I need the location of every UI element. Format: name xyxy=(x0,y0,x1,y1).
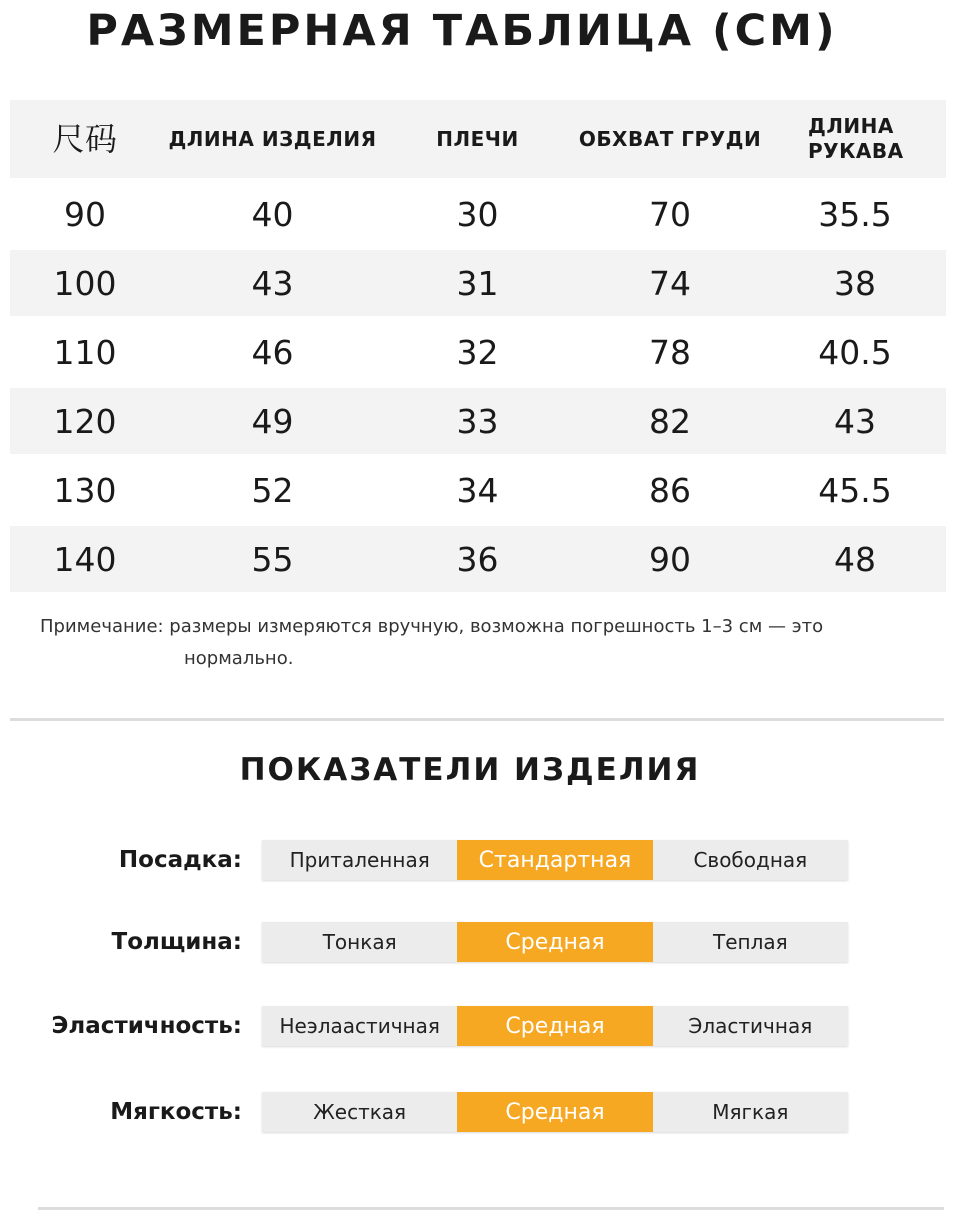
header-length: ДЛИНА ИЗДЕЛИЯ xyxy=(168,126,377,151)
scale-option: Теплая xyxy=(712,930,788,954)
cell-chest: 82 xyxy=(649,401,691,441)
indicators-title: ПОКАЗАТЕЛИ ИЗДЕЛИЯ xyxy=(239,752,701,788)
cell-size: 90 xyxy=(64,194,106,234)
indicator-thickness xyxy=(0,922,956,962)
scale-option: Эластичная xyxy=(688,1014,813,1038)
cell-length: 43 xyxy=(251,263,294,303)
cell-length: 40 xyxy=(251,194,294,234)
indicator-fit xyxy=(0,840,956,880)
scale-option: Средная xyxy=(457,922,652,962)
scale-option: Свободная xyxy=(693,848,808,872)
cell-chest: 86 xyxy=(649,470,691,510)
scale-option: Средная xyxy=(457,1092,652,1132)
cell-length: 46 xyxy=(251,332,294,372)
cell-chest: 90 xyxy=(649,539,691,579)
indicator-softness xyxy=(0,1092,956,1132)
indicator-elasticity xyxy=(0,1006,956,1046)
cell-length: 49 xyxy=(251,401,294,441)
cell-shoulders: 36 xyxy=(456,539,499,579)
table-row xyxy=(10,526,946,592)
scale-option: Средная xyxy=(457,1006,652,1046)
indicator-label: Посадка: xyxy=(118,847,242,873)
indicator-scale xyxy=(262,922,848,962)
cell-length: 55 xyxy=(251,539,294,579)
table-header-row xyxy=(10,100,946,178)
indicator-label: Толщина: xyxy=(111,929,242,955)
cell-size: 110 xyxy=(53,332,117,372)
header-chest: ОБХВАТ ГРУДИ xyxy=(578,126,762,151)
note-line-2: нормально. xyxy=(184,648,294,669)
scale-option: Приталенная xyxy=(289,848,430,872)
cell-chest: 78 xyxy=(649,332,691,372)
page-title: РАЗМЕРНАЯ ТАБЛИЦА (СМ) xyxy=(86,6,838,56)
cell-shoulders: 31 xyxy=(456,263,499,303)
header-shoulders: ПЛЕЧИ xyxy=(436,126,519,151)
bottom-divider xyxy=(38,1207,944,1210)
cell-length: 52 xyxy=(251,470,294,510)
scale-option: Неэлаастичная xyxy=(279,1014,440,1038)
cell-size: 120 xyxy=(53,401,117,441)
cell-shoulders: 32 xyxy=(456,332,499,372)
size-table xyxy=(10,100,946,592)
indicator-label: Мягкость: xyxy=(110,1099,242,1125)
table-row xyxy=(10,181,946,247)
section-divider xyxy=(10,718,944,721)
cell-sleeve: 38 xyxy=(834,263,876,303)
note-line-1: Примечание: размеры измеряются вручную, возможна погрешность 1–3 см — это xyxy=(40,616,824,637)
indicator-scale xyxy=(262,1006,848,1046)
indicator-scale xyxy=(262,840,848,880)
cell-chest: 74 xyxy=(649,263,691,303)
cell-size: 140 xyxy=(53,539,117,579)
cell-size: 130 xyxy=(53,470,117,510)
header-size: 尺码 xyxy=(52,119,118,158)
scale-option: Тонкая xyxy=(322,930,397,954)
cell-chest: 70 xyxy=(649,194,691,234)
scale-option: Мягкая xyxy=(712,1100,789,1124)
header-sleeve: ДЛИНА РУКАВА xyxy=(808,114,904,163)
cell-size: 100 xyxy=(53,263,117,303)
cell-shoulders: 34 xyxy=(456,470,499,510)
scale-option: Стандартная xyxy=(457,840,652,880)
scale-option: Жесткая xyxy=(313,1100,407,1124)
table-row xyxy=(10,388,946,454)
indicator-label: Эластичность: xyxy=(51,1013,242,1039)
cell-sleeve: 35.5 xyxy=(818,194,892,234)
measurement-note xyxy=(40,611,940,675)
table-row xyxy=(10,319,946,385)
cell-sleeve: 40.5 xyxy=(818,332,892,372)
cell-shoulders: 33 xyxy=(456,401,499,441)
indicator-scale xyxy=(262,1092,848,1132)
cell-sleeve: 45.5 xyxy=(818,470,892,510)
cell-shoulders: 30 xyxy=(456,194,499,234)
table-row xyxy=(10,457,946,523)
cell-sleeve: 43 xyxy=(834,401,876,441)
table-row xyxy=(10,250,946,316)
cell-sleeve: 48 xyxy=(834,539,876,579)
